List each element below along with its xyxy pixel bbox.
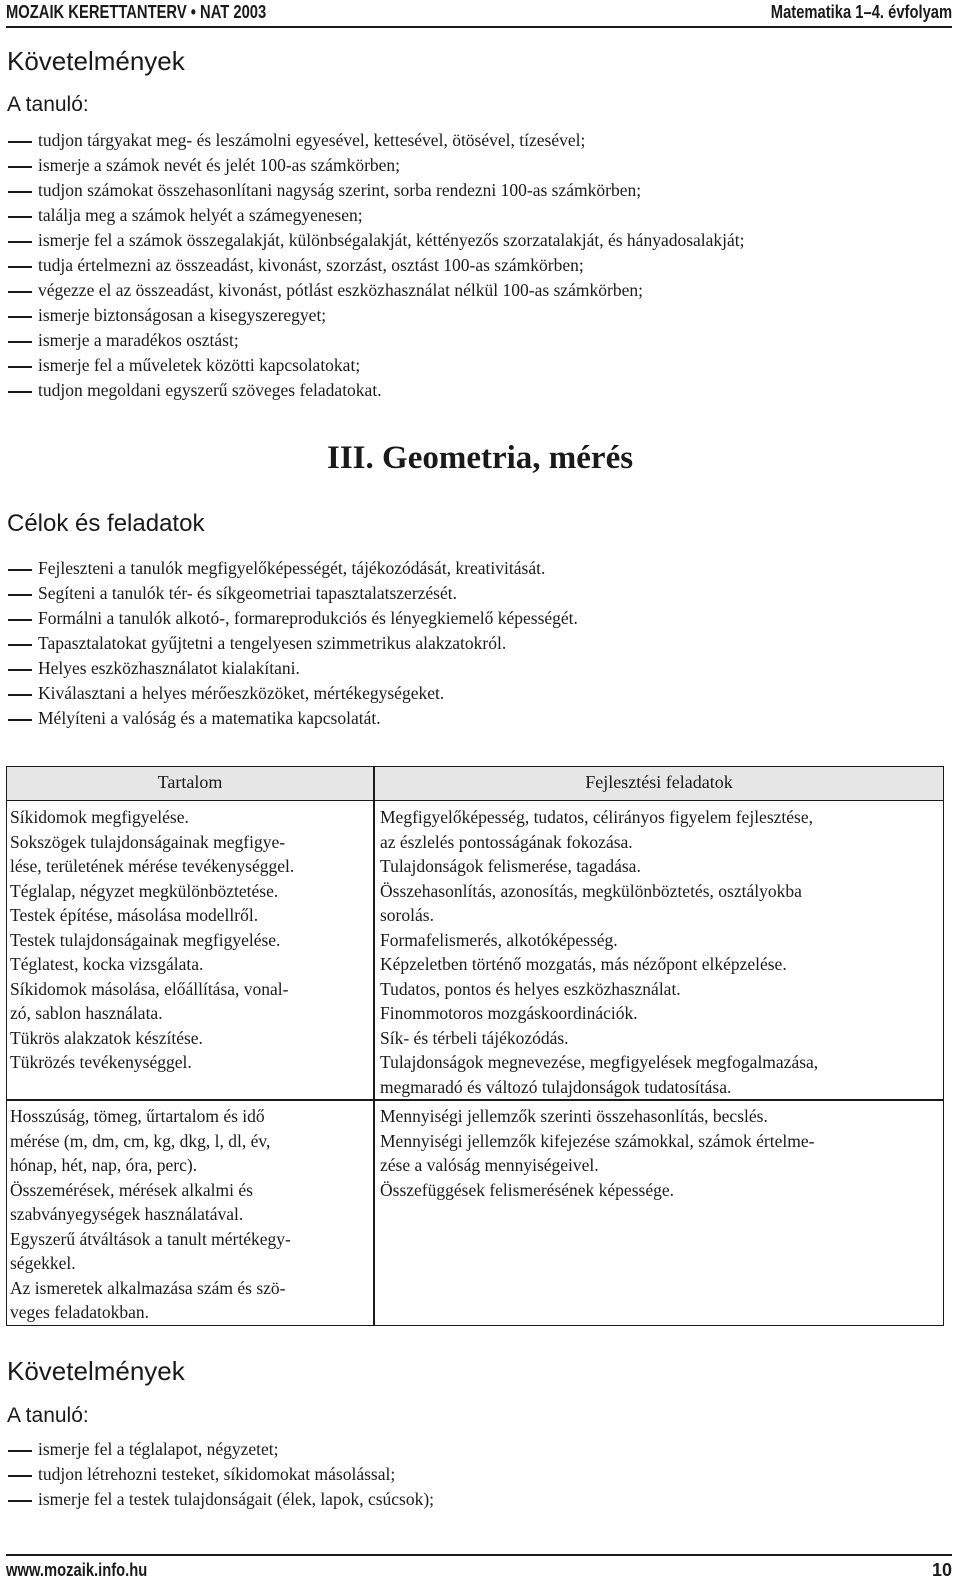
page-header <box>6 0 952 28</box>
table-row-1-content: Síkidomok megfigyelése. Sokszögek tulajdonságainak megfigye- lése, területének mérése tevékenységgel. Téglalap, négyzet megkülönböztetése. Testek építése, másolása modellről. Testek tulajdonságainak megfigyelése. Téglatest, kocka vizsgálata. Síkidomok másolása, előállítása, vonal- zó, sablon használata. Tükrös alakzatok készítése. Tükrözés tevékenységgel. <box>10 807 295 1072</box>
list-item: ismerje a maradékos osztást; <box>0 328 745 353</box>
requirements-heading: Követelmények <box>7 46 185 76</box>
column-divider <box>373 767 375 1325</box>
goals-heading: Célok és feladatok <box>7 510 205 537</box>
header-subject: Matematika 1–4. évfolyam <box>770 2 952 22</box>
requirements-list <box>0 128 745 403</box>
table-header-content: Tartalom <box>157 772 223 792</box>
content-table <box>6 766 944 1326</box>
list-item: Kiválasztani a helyes mérőeszközöket, mértékegységeket. <box>0 681 578 706</box>
row-divider <box>7 1099 943 1101</box>
header-series-title: MOZAIK KERETTANTERV • NAT 2003 <box>6 2 267 22</box>
list-item: tudjon megoldani egyszerű szöveges feladatokat. <box>0 378 745 403</box>
table-header <box>7 767 943 801</box>
page-footer <box>6 1554 952 1586</box>
list-item: Fejleszteni a tanulók megfigyelőképességét, tájékozódását, kreativitását. <box>0 556 578 581</box>
requirements-list-2 <box>0 1437 434 1512</box>
list-item: tudjon létrehozni testeket, síkidomokat másolással; <box>0 1462 434 1487</box>
requirements-subheading-2: A tanuló: <box>7 1404 89 1427</box>
requirements-heading-2: Követelmények <box>7 1356 185 1386</box>
goals-list <box>0 556 578 731</box>
footer-website-link[interactable]: www.mozaik.info.hu <box>6 1560 148 1580</box>
list-item: tudjon számokat összehasonlítani nagyság szerint, sorba rendezni 100-as számkörben; <box>0 178 745 203</box>
list-item: Helyes eszközhasználatot kialakítani. <box>0 656 578 681</box>
list-item: ismerje fel a műveletek közötti kapcsolatokat; <box>0 353 745 378</box>
table-header-tasks: Fejlesztési feladatok <box>585 772 733 792</box>
list-item: tudja értelmezni az összeadást, kivonást, szorzást, osztást 100-as számkörben; <box>0 253 745 278</box>
list-item: ismerje fel a számok összegalakját, különbségalakját, kéttényezős szorzatalakját, és hányadosalakját; <box>0 228 745 253</box>
list-item: Mélyíteni a valóság és a matematika kapcsolatát. <box>0 706 578 731</box>
list-item: ismerje biztonságosan a kisegyszeregyet; <box>0 303 745 328</box>
page-number: 10 <box>931 1560 952 1580</box>
list-item: végezze el az összeadást, kivonást, pótlást eszközhasználat nélkül 100-as számkörben; <box>0 278 745 303</box>
list-item: Segíteni a tanulók tér- és síkgeometriai tapasztalatszerzését. <box>0 581 578 606</box>
requirements-subheading: A tanuló: <box>7 93 89 116</box>
list-item: találja meg a számok helyét a számegyenesen; <box>0 203 745 228</box>
table-row-1-tasks: Megfigyelőképesség, tudatos, célirányos figyelem fejlesztése, az észlelés pontosságának fokozása. Tulajdonságok felismerése, tagadása. Összehasonlítás, azonosítás, megkülönböztetés, osztályokba sorolás. Formafelismerés, alkotóképesség. Képzeletben történő mozgatás, más nézőpont elképzelése. Tudatos, pontos és helyes eszközhasználat. Finommotoros mozgáskoordinációk. Sík- és térbeli tájékozódás. Tulajdonságok megnevezése, megfigyelések megfogalmazása, megmaradó és változó tulajdonságok tudatosítása. <box>380 807 819 1097</box>
list-item: tudjon tárgyakat meg- és leszámolni egyesével, kettesével, ötösével, tízesével; <box>0 128 745 153</box>
list-item: ismerje fel a téglalapot, négyzetet; <box>0 1437 434 1462</box>
chapter-title: III. Geometria, mérés <box>327 440 634 476</box>
list-item: Formálni a tanulók alkotó-, formareprodukciós és lényegkiemelő képességét. <box>0 606 578 631</box>
table-row-2-content: Hosszúság, tömeg, űrtartalom és idő mérése (m, dm, cm, kg, dkg, l, dl, év, hónap, hét, nap, óra, perc). Összemérések, mérések alkalmi és szabványegységek használatával. Egyszerű átváltások a tanult mértékegy- ségekkel. Az ismeretek alkalmazása szám és szö- veges feladatokban. <box>10 1106 291 1322</box>
list-item: ismerje fel a testek tulajdonságait (élek, lapok, csúcsok); <box>0 1487 434 1512</box>
list-item: ismerje a számok nevét és jelét 100-as számkörben; <box>0 153 745 178</box>
list-item: Tapasztalatokat gyűjtetni a tengelyesen szimmetrikus alakzatokról. <box>0 631 578 656</box>
table-row-2-tasks: Mennyiségi jellemzők szerinti összehasonlítás, becslés. Mennyiségi jellemzők kifejezése számokkal, számok értelme- zése a valóság mennyiségeivel. Összefüggések felismerésének képessége. <box>380 1106 815 1200</box>
